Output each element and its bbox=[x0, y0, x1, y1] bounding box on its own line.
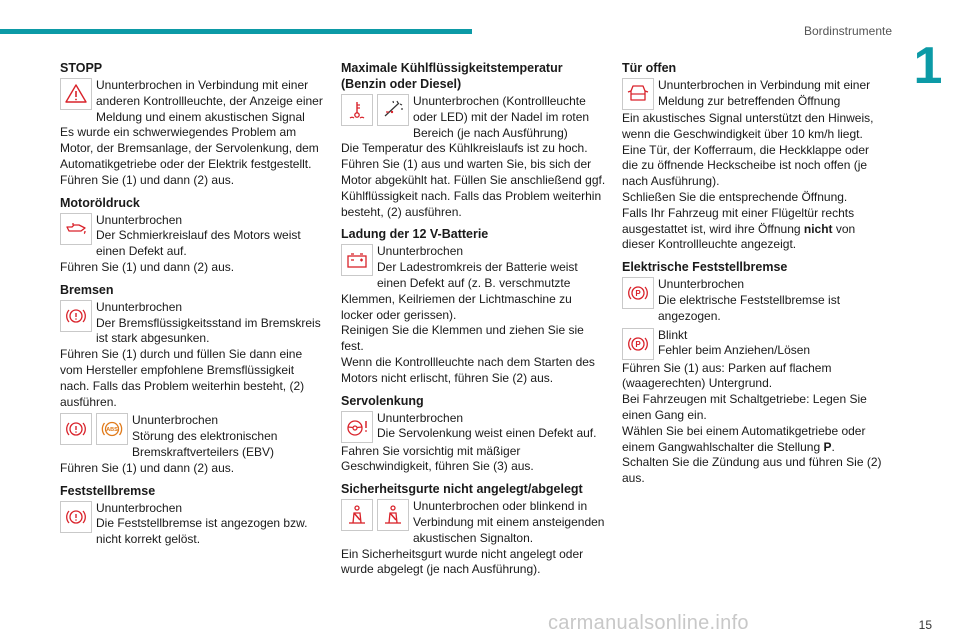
battery-condition: Ununterbrochen bbox=[377, 244, 464, 259]
brake-icon bbox=[60, 300, 92, 332]
epb-blink-condition: Blinkt bbox=[658, 327, 688, 342]
coolant-entry bbox=[341, 94, 606, 141]
oil-entry bbox=[60, 213, 325, 260]
door-heading: Tür offen bbox=[622, 61, 677, 75]
parking-brake-entry bbox=[60, 501, 325, 548]
watermark: carmanualsonline.info bbox=[548, 612, 749, 634]
seatbelt-icon bbox=[341, 499, 373, 531]
electric-parking-brake-icon bbox=[622, 328, 654, 360]
page-number: 15 bbox=[918, 618, 932, 632]
column-2 bbox=[341, 60, 606, 578]
oil-body-1: Führen Sie (1) und dann (2) aus. bbox=[60, 259, 235, 274]
battery-heading: Ladung der 12 V-Batterie bbox=[341, 227, 489, 242]
column-1 bbox=[60, 60, 325, 548]
door-body-4-bold: nicht bbox=[803, 221, 833, 236]
seatbelt-condition: Ununterbrochen oder blinkend in Verbindung mit einem ansteigenden akustischen Signalton. bbox=[413, 499, 605, 545]
oil-heading: Motoröldruck bbox=[60, 195, 140, 210]
coolant-temp-icon bbox=[341, 94, 373, 126]
oil-pressure-icon bbox=[60, 213, 92, 245]
brake-condition: Ununterbrochen bbox=[96, 299, 183, 314]
oil-condition: Ununterbrochen bbox=[96, 212, 183, 227]
epb-body-1: Führen Sie (1) aus: Parken auf flachem (waagerechten) Untergrund. bbox=[622, 360, 832, 391]
coolant-heading: Maximale Kühlflüssigkeitstemperatur (Benzin oder Diesel) bbox=[341, 61, 563, 91]
stop-condition: Ununterbrochen in Verbindung mit einer anderen Kontrollleuchte, der Anzeige einer Meldung und einem akustischen Signal bbox=[96, 78, 323, 124]
stop-body-2: Führen Sie (1) und dann (2) aus. bbox=[60, 172, 235, 187]
column-3 bbox=[622, 60, 887, 487]
svg-text:P: P bbox=[635, 339, 641, 349]
epb-body-4: Schalten Sie die Zündung aus und führen Sie (2) aus. bbox=[622, 455, 882, 486]
chapter-number: 1 bbox=[913, 37, 943, 95]
door-entry bbox=[622, 78, 887, 111]
epb-blink-description: Fehler beim Anziehen/Lösen bbox=[658, 343, 811, 358]
abs-icon bbox=[96, 413, 128, 445]
coolant-body-2: Führen Sie (1) aus und warten Sie, bis sich der Motor abgekühlt hat. Füllen Sie anschließend ggf. Kühlflüssigkeit nach. Falls das Problem weiterhin besteht, (2) ausführen. bbox=[341, 157, 606, 219]
seatbelt-icon bbox=[377, 499, 409, 531]
parking-brake-description: Die Feststellbremse ist angezogen bzw. nicht korrekt gelöst. bbox=[96, 516, 308, 547]
battery-body-1: Reinigen Sie die Klemmen und ziehen Sie sie fest. bbox=[341, 323, 584, 354]
brake-entry bbox=[60, 300, 325, 347]
battery-body-2: Wenn die Kontrollleuchte nach dem Starten des Motors nicht erlischt, führen Sie (2) aus. bbox=[341, 354, 595, 385]
steering-description: Die Servolenkung weist einen Defekt auf. bbox=[377, 426, 597, 441]
brake-heading: Bremsen bbox=[60, 282, 114, 297]
epb-body-2: Bei Fahrzeugen mit Schaltgetriebe: Legen Sie einen Gang ein. bbox=[622, 392, 867, 422]
door-body-2: Eine Tür, der Kofferraum, die Heckklappe oder die zu öffnende Heckscheibe ist noch offen (je nach Ausführung). bbox=[622, 142, 870, 189]
ebv-condition: Ununterbrochen bbox=[132, 413, 219, 428]
epb-entry bbox=[622, 277, 887, 324]
ebv-description: Störung des elektronischen Bremskraftverteilers (EBV) bbox=[132, 429, 278, 459]
epb-body-3-pre: Wählen Sie bei einem Automatikgetriebe oder einem Gangwahlschalter die Stellung bbox=[622, 423, 866, 454]
door-condition: Ununterbrochen in Verbindung mit einer Meldung zur betreffenden Öffnung bbox=[658, 78, 871, 108]
brake-body-1: Führen Sie (1) durch und füllen Sie dann eine vom Hersteller empfohlene Bremsflüssigkeit nach. Falls das Problem weiterhin besteht, (2) ausführen. bbox=[60, 347, 305, 409]
stop-heading: STOPP bbox=[60, 61, 103, 75]
svg-text:P: P bbox=[635, 289, 641, 299]
parking-brake-heading: Feststellbremse bbox=[60, 483, 156, 498]
steering-body-1: Fahren Sie vorsichtig mit mäßiger Geschwindigkeit, führen Sie (3) aus. bbox=[341, 443, 534, 474]
parking-brake-icon bbox=[60, 501, 92, 533]
coolant-gauge-icon bbox=[377, 94, 409, 126]
stop-entry bbox=[60, 78, 325, 125]
section-title: Bordinstrumente bbox=[803, 24, 892, 38]
stop-warning-icon bbox=[60, 78, 92, 110]
svg-text:ABS: ABS bbox=[106, 427, 118, 434]
battery-description: Der Ladestromkreis der Batterie weist einen Defekt auf (z. B. verschmutzte Klemmen, Keilriemen der Lichtmaschine zu locker oder gerissen). bbox=[341, 260, 578, 322]
steering-heading: Servolenkung bbox=[341, 393, 424, 408]
parking-brake-condition: Ununterbrochen bbox=[96, 500, 183, 515]
door-body-4-post: von dieser Kontrollleuchte angezeigt. bbox=[622, 221, 856, 252]
oil-description: Der Schmierkreislauf des Motors weist einen Defekt auf. bbox=[96, 228, 301, 259]
battery-icon bbox=[341, 244, 373, 276]
steering-icon bbox=[341, 411, 373, 443]
door-body-4 bbox=[622, 206, 887, 253]
electric-parking-brake-icon bbox=[622, 277, 654, 309]
epb-description: Die elektrische Feststellbremse ist angezogen. bbox=[658, 292, 841, 323]
seatbelt-entry bbox=[341, 499, 606, 546]
door-open-icon bbox=[622, 78, 654, 110]
epb-body-3-bold: P bbox=[823, 439, 832, 454]
epb-body-3-post: . bbox=[831, 439, 835, 454]
battery-entry bbox=[341, 244, 606, 323]
door-body-3: Schließen Sie die entsprechende Öffnung. bbox=[622, 189, 848, 204]
ebv-entry bbox=[60, 413, 325, 460]
epb-blink-entry bbox=[622, 328, 887, 361]
coolant-body-1: Die Temperatur des Kühlkreislaufs ist zu hoch. bbox=[341, 141, 588, 156]
epb-heading: Elektrische Feststellbremse bbox=[622, 260, 788, 275]
brake-description: Der Bremsflüssigkeitsstand im Bremskreis ist stark abgesunken. bbox=[96, 315, 321, 346]
door-body-1: Ein akustisches Signal unterstützt den Hinweis, wenn die Geschwindigkeit über 10 km/h liegt. bbox=[622, 111, 874, 141]
door-body-4-pre: Falls Ihr Fahrzeug mit einer Flügeltür rechts ausgestattet ist, wird ihre Öffnung bbox=[622, 205, 855, 236]
epb-condition: Ununterbrochen bbox=[658, 277, 745, 292]
seatbelt-body-1: Ein Sicherheitsgurt wurde nicht angelegt oder wurde abgelegt (je nach Ausführung). bbox=[341, 546, 584, 577]
ebv-body-1: Führen Sie (1) und dann (2) aus. bbox=[60, 460, 235, 475]
steering-entry bbox=[341, 411, 606, 444]
header-accent-bar bbox=[0, 29, 472, 34]
steering-condition: Ununterbrochen bbox=[377, 410, 464, 425]
stop-body-1: Es wurde ein schwerwiegendes Problem am Motor, der Bremsanlage, der Servolenkung, dem Automatikgetriebe oder der Elektrik festgestellt. bbox=[60, 125, 319, 171]
seatbelt-heading: Sicherheitsgurte nicht angelegt/abgelegt bbox=[341, 482, 583, 497]
brake-icon bbox=[60, 413, 92, 445]
coolant-condition: Ununterbrochen (Kontrollleuchte oder LED) mit der Nadel im roten Bereich (je nach Ausführung) bbox=[413, 94, 590, 140]
epb-body-3 bbox=[622, 424, 887, 456]
